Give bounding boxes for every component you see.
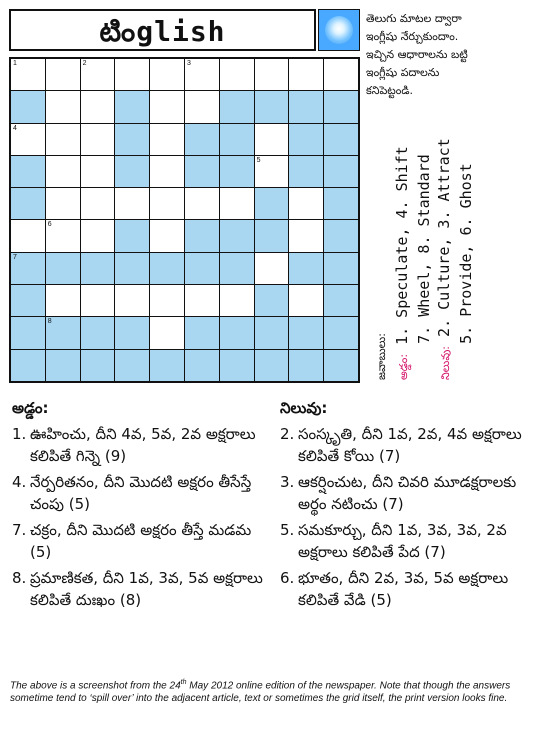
down-heading: నిలువు: [280, 399, 328, 417]
grid-cell[interactable] [81, 188, 115, 219]
grid-cell[interactable] [150, 220, 184, 251]
orb-logo-icon [318, 9, 360, 51]
clue-number-label: 1 [13, 60, 17, 67]
answers-across-line: 1. Speculate, 4. Shift [393, 146, 411, 345]
grid-cell [11, 285, 45, 316]
grid-cell [220, 91, 254, 122]
grid-cell[interactable] [289, 59, 323, 90]
grid-cell [324, 156, 358, 187]
answers-across-line: 7. Wheel, 8. Standard [415, 154, 433, 344]
grid-cell [115, 350, 149, 381]
grid-cell [115, 91, 149, 122]
clue-number-label: 5 [256, 156, 261, 164]
grid-cell [255, 350, 289, 381]
grid-cell[interactable] [324, 59, 358, 90]
grid-cell [324, 124, 358, 155]
grid-cell [11, 350, 45, 381]
grid-cell [289, 317, 323, 348]
grid-cell[interactable] [81, 124, 115, 155]
grid-cell [220, 220, 254, 251]
grid-cell [255, 317, 289, 348]
grid-cell [185, 317, 219, 348]
grid-cell[interactable] [115, 285, 149, 316]
grid-cell[interactable] [11, 124, 45, 155]
grid-cell [81, 350, 115, 381]
grid-cell [11, 317, 45, 348]
grid-cell[interactable] [289, 220, 323, 251]
grid-cell [255, 220, 289, 251]
grid-cell [185, 350, 219, 381]
grid-cell[interactable] [150, 156, 184, 187]
grid-cell[interactable] [115, 59, 149, 90]
clue-text: చక్రం, దీని మొదటి అక్షరం తీస్తే మడమ (5) [30, 521, 252, 561]
grid-cell [11, 156, 45, 187]
grid-cell[interactable] [150, 285, 184, 316]
grid-cell[interactable] [289, 285, 323, 316]
answers-across-label: అడ్డం: [397, 353, 410, 380]
grid-cell [289, 91, 323, 122]
grid-cell[interactable] [289, 188, 323, 219]
grid-cell[interactable] [255, 124, 289, 155]
grid-cell [185, 220, 219, 251]
grid-cell[interactable] [185, 285, 219, 316]
across-heading: అడ్డం: [12, 399, 49, 417]
grid-cell [46, 350, 80, 381]
down-clues [280, 397, 535, 615]
grid-cell[interactable] [81, 59, 115, 90]
clue-number: 8. [12, 569, 27, 587]
intro-text [366, 10, 544, 100]
page-title: టింglish [99, 15, 226, 48]
intro-line: తెలుగు మాటల ద్వారా [366, 12, 462, 25]
intro-line: ఇచ్చిన ఆధారాలను బట్టి [366, 48, 468, 61]
title-box [9, 9, 316, 51]
grid-cell[interactable] [255, 156, 289, 187]
clue-number-label: 8 [47, 318, 52, 326]
grid-cell [220, 156, 254, 187]
clue-item [280, 567, 535, 611]
grid-cell [115, 220, 149, 251]
grid-cell [115, 124, 149, 155]
grid-cell[interactable] [220, 285, 254, 316]
grid-cell [324, 188, 358, 219]
grid-cell[interactable] [115, 188, 149, 219]
grid-cell[interactable] [150, 124, 184, 155]
clue-item [12, 519, 267, 563]
grid-cell[interactable] [81, 285, 115, 316]
grid-cell [220, 124, 254, 155]
grid-cell[interactable] [255, 59, 289, 90]
grid-cell[interactable] [46, 285, 80, 316]
across-clues [12, 397, 267, 615]
intro-line: ఇంగ్లీషు నేర్చుకుందాం. [366, 30, 459, 43]
grid-cell[interactable] [81, 91, 115, 122]
grid-cell[interactable] [150, 317, 184, 348]
grid-cell[interactable] [46, 124, 80, 155]
clue-number: 3. [280, 473, 295, 491]
intro-line: కనిపెట్టండి. [366, 84, 413, 97]
footnote [10, 676, 540, 705]
grid-cell[interactable] [150, 59, 184, 90]
grid-cell [115, 317, 149, 348]
grid-cell [289, 350, 323, 381]
grid-cell [150, 253, 184, 284]
clue-item [12, 567, 267, 611]
grid-cell[interactable] [185, 188, 219, 219]
grid-cell [115, 156, 149, 187]
clue-text: సంస్కృతి, దీని 1వ, 2వ, 4వ అక్షరాలు కలిపితే కోయి (7) [298, 425, 522, 465]
answers-down-line: 5. Provide, 6. Ghost [457, 163, 475, 344]
footnote-pre: The above is a screenshot from the 24 [10, 680, 181, 692]
grid-cell[interactable] [46, 220, 80, 251]
clue-item [280, 471, 535, 515]
grid-cell [220, 317, 254, 348]
grid-cell [81, 253, 115, 284]
clue-number: 2. [280, 425, 295, 443]
grid-cell [11, 188, 45, 219]
answers-label: జవాబులు: [375, 333, 388, 380]
intro-line: ఇంగ్లీషు పదాలను [366, 66, 440, 79]
grid-cell[interactable] [11, 220, 45, 251]
footnote-post: May 2012 online edition of the newspaper. Note that though the answers sometime tend to ‘spill over’ into the adjacent article, text or sometimes the grid itself, the print version looks fine. [10, 680, 511, 705]
grid-cell [324, 253, 358, 284]
grid-cell[interactable] [46, 156, 80, 187]
clue-text: ప్రమాణికత, దీని 1వ, 3వ, 5వ అక్షరాలు కలిపితే దుఃఖం (8) [30, 569, 263, 609]
grid-cell [81, 317, 115, 348]
grid-cell[interactable] [81, 156, 115, 187]
grid-cell [289, 124, 323, 155]
clue-number-label: 6 [47, 221, 52, 229]
grid-cell[interactable] [46, 59, 80, 90]
grid-cell[interactable] [150, 91, 184, 122]
grid-cell [46, 253, 80, 284]
grid-cell [324, 220, 358, 251]
grid-cell [324, 317, 358, 348]
clue-item [12, 423, 267, 467]
grid-cell[interactable] [220, 59, 254, 90]
grid-cell [324, 285, 358, 316]
clue-number-label: 4 [13, 124, 17, 132]
answers-down-label: నిలువు: [439, 345, 452, 380]
grid-cell[interactable] [255, 253, 289, 284]
grid-cell[interactable] [81, 220, 115, 251]
grid-cell [185, 253, 219, 284]
clue-number: 5. [280, 521, 295, 539]
footnote-sup: th [180, 679, 187, 686]
grid-cell [255, 285, 289, 316]
clue-number: 4. [12, 473, 27, 491]
clue-number-label: 2 [82, 60, 87, 67]
grid-cell[interactable] [150, 188, 184, 219]
clue-text: నేర్పరితనం, దీని మొదటి అక్షరం తీసేస్తే చంపు (5) [30, 473, 252, 513]
grid-cell [185, 156, 219, 187]
grid-cell [115, 253, 149, 284]
grid-cell [150, 350, 184, 381]
clue-item [280, 423, 535, 467]
answers-down-line: 2. Culture, 3. Attract [435, 138, 453, 337]
grid-cell [220, 350, 254, 381]
clue-number: 1. [12, 425, 27, 443]
grid-cell [289, 156, 323, 187]
answers-block [370, 95, 540, 380]
grid-cell [255, 91, 289, 122]
clue-number-label: 3 [186, 60, 191, 67]
grid-cell [11, 91, 45, 122]
grid-cell[interactable] [185, 91, 219, 122]
grid-cell [46, 317, 80, 348]
grid-cell [220, 253, 254, 284]
grid-cell[interactable] [46, 188, 80, 219]
grid-cell [324, 91, 358, 122]
grid-cell [185, 124, 219, 155]
grid-cell [11, 253, 45, 284]
clue-number: 6. [280, 569, 295, 587]
clue-text: భూతం, దీని 2వ, 3వ, 5వ అక్షరాలు కలిపితే వేడి (5) [298, 569, 509, 609]
clue-item [12, 471, 267, 515]
grid-cell[interactable] [46, 91, 80, 122]
clue-item [280, 519, 535, 563]
grid-cell[interactable] [11, 59, 45, 90]
grid-cell [289, 253, 323, 284]
clue-number-label: 7 [13, 253, 17, 261]
clue-text: సమకూర్చు, దీని 1వ, 3వ, 3వ, 2వ అక్షరాలు కలిపితే పేద (7) [298, 521, 507, 561]
grid-cell [255, 188, 289, 219]
grid-cell[interactable] [220, 188, 254, 219]
grid-cell[interactable] [185, 59, 219, 90]
crossword-grid [9, 57, 360, 383]
grid-cell [324, 350, 358, 381]
clue-number: 7. [12, 521, 27, 539]
clue-text: ఊహించు, దీని 4వ, 5వ, 2వ అక్షరాలు కలిపితే గిన్నె (9) [30, 425, 256, 465]
clue-text: ఆకర్షించుట, దీని చివరి మూడక్షరాలకు అర్థం నటించు (7) [298, 473, 517, 513]
